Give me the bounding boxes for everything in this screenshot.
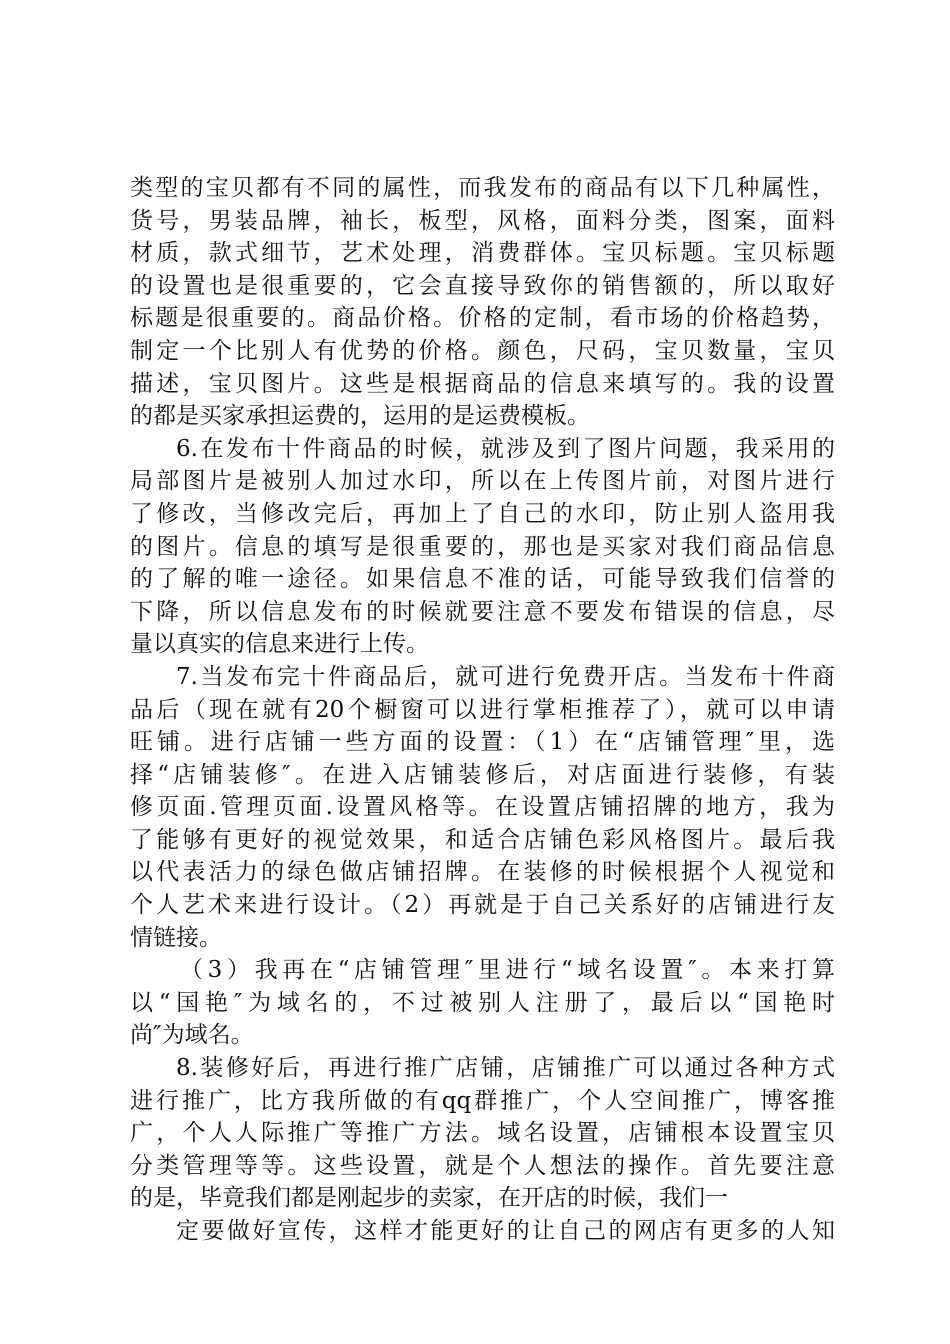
text-line: 择“店铺装修″。在进入店铺装修后，对店面进行装修，有装 [130, 761, 835, 788]
text-line: 下降，所以信息发布的时候就要注意不要发布错误的信息，尽 [130, 598, 835, 625]
text-line: 修页面.管理页面.设置风格等。在设置店铺招牌的地方，我为 [130, 794, 835, 821]
text-line: 的都是买家承担运费的，运用的是运费模板。 [130, 403, 590, 430]
text-line: 材质，款式细节，艺术处理，消费群体。宝贝标题。宝贝标题 [130, 240, 835, 267]
text-line: 以代表活力的绿色做店铺招牌。在装修的时候根据个人视觉和 [130, 859, 835, 886]
text-line: 8.装修好后，再进行推广店铺，店铺推广可以通过各种方式 [176, 1055, 835, 1082]
text-line: 旺铺。进行店铺一些方面的设置：（1）在“店铺管理″里，选 [130, 729, 835, 756]
text-line: 了能够有更好的视觉效果，和适合店铺色彩风格图片。最后我 [130, 826, 835, 853]
text-line: 的了解的唯一途径。如果信息不准的话，可能导致我们信誉的 [130, 566, 835, 593]
text-line: 个人艺术来进行设计。（2）再就是于自己关系好的店铺进行友 [130, 892, 835, 919]
text-line: 标题是很重要的。商品价格。价格的定制，看市场的价格趋势， [130, 305, 835, 332]
body-text [130, 172, 835, 1248]
text-line: 情链接。 [130, 924, 222, 951]
text-line: 广，个人人际推广等推广方法。域名设置，店铺根本设置宝贝 [130, 1120, 835, 1147]
text-line: （3）我再在“店铺管理″里进行“域名设置″。本来打算 [180, 957, 835, 984]
text-line: 描述，宝贝图片。这些是根据商品的信息来填写的。我的设置 [130, 370, 835, 397]
text-line: 进行推广，比方我所做的有qq群推广，个人空间推广，博客推 [130, 1087, 835, 1114]
text-line: 分类管理等等。这些设置，就是个人想法的操作。首先要注意 [130, 1152, 835, 1179]
text-line: 品后（现在就有20个橱窗可以进行掌柜推荐了），就可以申请 [130, 696, 835, 723]
text-line: 7.当发布完十件商品后，就可进行免费开店。当发布十件商 [176, 663, 835, 690]
text-line: 量以真实的信息来进行上传。 [130, 631, 429, 658]
text-line: 局部图片是被别人加过水印，所以在上传图片前，对图片进行 [130, 468, 835, 495]
text-line: 的设置也是很重要的，它会直接导致你的销售额的，所以取好 [130, 272, 835, 299]
text-line: 制定一个比别人有优势的价格。颜色，尺码，宝贝数量，宝贝 [130, 337, 835, 364]
text-line: 尚″为域名。 [130, 1022, 254, 1049]
text-line: 了修改，当修改完后，再加上了自己的水印，防止别人盗用我 [130, 500, 835, 527]
text-line: 类型的宝贝都有不同的属性，而我发布的商品有以下几种属性， [130, 175, 835, 201]
text-line: 定要做好宣传，这样才能更好的让自己的网店有更多的人知 [176, 1218, 835, 1244]
text-line: 的是，毕竟我们都是刚起步的卖家，在开店的时候，我们一 [130, 1185, 728, 1212]
text-line: 以“国艳″为域名的，不过被别人注册了，最后以“国艳时 [130, 989, 835, 1016]
text-line: 的图片。信息的填写是很重要的，那也是买家对我们商品信息 [130, 533, 835, 560]
text-line: 货号，男装品牌，袖长，板型，风格，面料分类，图案，面料 [130, 207, 835, 234]
text-line: 6.在发布十件商品的时候，就涉及到了图片问题，我采用的 [176, 435, 835, 462]
